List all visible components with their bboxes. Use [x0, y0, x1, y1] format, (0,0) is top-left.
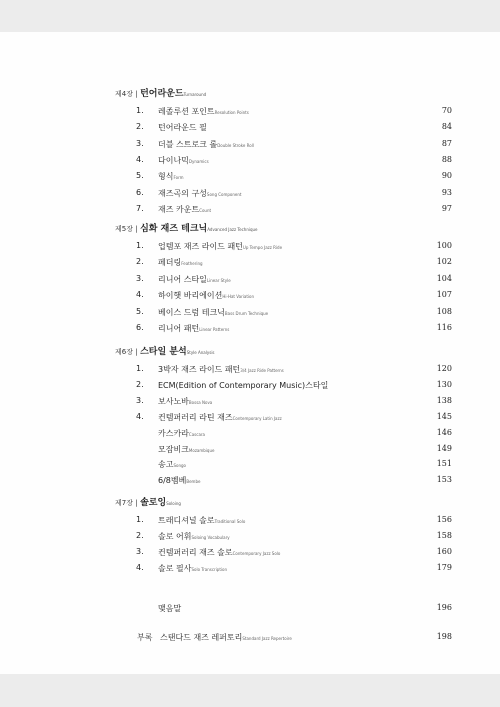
epilogue-title: 맺음말: [158, 604, 182, 613]
entry-title-en: Traditional Solo: [214, 519, 246, 524]
entry-title: [158, 323, 229, 334]
entry-title: [158, 364, 284, 375]
chapter-title-en: Turnaround: [183, 92, 207, 97]
entry-title-ko: 트래디셔널 솔로: [158, 516, 215, 525]
entry-page-number: 70: [441, 106, 452, 115]
toc-entry[interactable]: [0, 290, 500, 302]
entry-title-en: Bossa Nova: [188, 399, 213, 405]
entry-title: [158, 122, 207, 133]
entry-title: [158, 396, 212, 407]
entry-page-number: 138: [436, 395, 452, 405]
toc-entry[interactable]: [0, 241, 500, 253]
toc-entry[interactable]: [0, 188, 500, 200]
entry-title: [158, 412, 282, 423]
entry-title-en: Solo Transcription: [191, 567, 228, 572]
toc-entry[interactable]: [0, 323, 500, 335]
chapter-title: 심화 재즈 테크닉: [140, 224, 208, 234]
entry-number: 4.: [136, 290, 144, 300]
entry-title-en: Up Tempo Jazz Ride: [242, 245, 283, 250]
entry-page-number: 130: [436, 379, 452, 389]
entry-number: 2.: [136, 257, 144, 267]
chapter-title-en: Style Analysis: [186, 350, 215, 355]
entry-title-ko: 카스카라: [158, 428, 189, 438]
entry-title-en: Contemporary Jazz Solo: [232, 551, 281, 556]
chapter-title: 스타일 분석: [140, 347, 187, 357]
appendix-page: 198: [436, 632, 452, 641]
entry-title-ko: 솔로 필사: [158, 564, 192, 573]
entry-page-number: 108: [436, 306, 452, 316]
chapter-number: 제6장 |: [115, 348, 138, 356]
entry-number: 6.: [136, 187, 144, 197]
toc-entry[interactable]: [0, 122, 500, 134]
entry-number: 3.: [136, 395, 144, 405]
entry-title-en: Linear Style: [206, 277, 231, 283]
toc-entry[interactable]: [0, 106, 500, 118]
entry-number: 4.: [136, 563, 144, 572]
entry-page-number: 156: [436, 515, 452, 524]
entry-page-number: 90: [441, 171, 452, 181]
chapter-number: 제7장 |: [115, 499, 138, 507]
entry-title-en: Cascara: [188, 431, 205, 437]
entry-title-ko: 6/8벰베: [158, 476, 187, 486]
entry-number: 7.: [136, 203, 144, 213]
entry-title-en: Double Stroke Roll: [217, 142, 254, 148]
entry-page-number: 160: [436, 547, 452, 556]
entry-title: [158, 475, 200, 486]
entry-title-ko: 턴어라운드 필: [158, 123, 207, 133]
entry-page-number: 146: [436, 427, 452, 437]
entry-number: 1.: [136, 106, 144, 115]
chapter-title: 턴어라운드: [140, 89, 184, 99]
toc-entry[interactable]: [0, 380, 500, 392]
entry-title-ko: 업템포 재즈 라이드 패턴: [158, 242, 243, 251]
entry-title-ko: ECM(Edition of Contemporary Music)스타일: [158, 380, 329, 390]
entry-title-en: Form: [173, 175, 184, 181]
chapter-title: 솔로잉: [140, 498, 167, 508]
entry-title: [158, 290, 254, 301]
toc-entry[interactable]: [0, 364, 500, 376]
chapter-title-en: Advanced Jazz Technique: [207, 227, 258, 232]
toc-entry[interactable]: [0, 396, 500, 408]
entry-title-en: Count: [199, 207, 212, 213]
entry-title-ko: 리니어 패턴: [158, 324, 200, 333]
chapter-heading: [115, 495, 181, 508]
chapter-heading: [115, 86, 206, 99]
toc-entry[interactable]: [0, 444, 500, 456]
epilogue-page: 196: [436, 603, 452, 612]
appendix-title: [160, 632, 292, 643]
entry-title-en: Hi-Hat Variation: [222, 294, 254, 300]
entry-title-ko: 컨템퍼러리 라틴 재즈: [158, 412, 233, 422]
toc-entry[interactable]: [0, 428, 500, 440]
entry-title-en: Bass Drum Technique: [224, 310, 269, 316]
entry-page-number: 100: [436, 241, 452, 250]
entry-page-number: 87: [441, 138, 452, 148]
chapter-number: 제4장 |: [115, 90, 138, 98]
entry-title-en: Dynamics: [188, 158, 209, 164]
entry-title: [158, 204, 211, 215]
entry-page-number: 116: [436, 323, 452, 332]
entry-title-ko: 베이스 드럼 테크닉: [158, 307, 225, 317]
entry-title-en: Mozambique: [188, 447, 215, 453]
entry-title-ko: 송고: [158, 460, 174, 470]
entry-title-ko: 솔로 어휘: [158, 532, 192, 541]
entry-title-en: Song Component: [206, 191, 242, 197]
entry-page-number: 158: [436, 531, 452, 540]
entry-page-number: 151: [436, 459, 452, 469]
entry-page-number: 84: [441, 122, 452, 132]
entry-title: [158, 531, 230, 542]
entry-number: 2.: [136, 531, 144, 540]
toc-entry[interactable]: [0, 274, 500, 286]
entry-number: 2.: [136, 379, 144, 389]
entry-title-en: Soloing Vocabulary: [191, 535, 230, 540]
entry-page-number: 149: [436, 443, 452, 453]
entry-title-en: Linear Patterns: [199, 327, 230, 332]
entry-title: [158, 428, 205, 439]
entry-number: 4.: [136, 154, 144, 164]
toc-entry[interactable]: [0, 307, 500, 319]
entry-title-ko: 다이나믹: [158, 155, 189, 165]
entry-title-ko: 보사노바: [158, 396, 189, 406]
entry-title-ko: 재즈곡의 구성: [158, 188, 207, 198]
toc-entry[interactable]: [0, 139, 500, 151]
entry-number: 3.: [136, 273, 144, 283]
entry-title: [158, 139, 254, 150]
entry-title-ko: 재즈 카운트: [158, 204, 200, 214]
entry-page-number: 97: [441, 203, 452, 213]
entry-page-number: 88: [441, 154, 452, 164]
entry-title: [158, 547, 280, 558]
entry-number: 3.: [136, 547, 144, 556]
entry-number: 2.: [136, 122, 144, 132]
entry-title-en: Songo: [173, 463, 186, 469]
toc-entry[interactable]: [0, 155, 500, 167]
entry-title: [158, 459, 186, 470]
entry-number: 1.: [136, 364, 144, 373]
entry-page-number: 93: [441, 187, 452, 197]
appendix-title-ko: 스탠다드 재즈 레퍼토리: [160, 633, 243, 642]
entry-title-en: 3/4 Jazz Ride Patterns: [240, 368, 284, 373]
appendix-title-en: Standard Jazz Repertoire: [242, 636, 292, 641]
toc-entry[interactable]: [0, 257, 500, 269]
entry-title: [158, 155, 209, 166]
entry-title: [158, 380, 328, 391]
toc-entry[interactable]: [0, 531, 500, 543]
entry-title: [158, 188, 241, 199]
entry-title-ko: 리니어 스타일: [158, 274, 207, 284]
entry-number: 5.: [136, 306, 144, 316]
entry-page-number: 153: [436, 475, 452, 485]
entry-number: 6.: [136, 323, 144, 332]
entry-title: [158, 444, 214, 455]
entry-title: [158, 515, 245, 526]
chapter-heading: [115, 221, 258, 234]
chapter-title-en: Soloing: [166, 501, 181, 506]
entry-title: [158, 106, 249, 117]
entry-page-number: 107: [436, 290, 452, 300]
entry-title-ko: 하이햇 바리에이션: [158, 291, 223, 301]
entry-page-number: 102: [436, 257, 452, 267]
entry-number: 1.: [136, 515, 144, 524]
entry-title: [158, 563, 227, 574]
toc-entry[interactable]: [0, 515, 500, 527]
entry-title: [158, 257, 203, 268]
toc-entry[interactable]: [0, 412, 500, 424]
entry-number: 4.: [136, 411, 144, 421]
entry-page-number: 120: [436, 364, 452, 373]
toc-entry[interactable]: [0, 459, 500, 471]
chapter-heading: [115, 344, 215, 357]
entry-title: [158, 307, 268, 318]
entry-title-en: Contemporary Latin Jazz: [232, 415, 282, 421]
entry-number: 3.: [136, 138, 144, 148]
chapter-number: 제5장 |: [115, 225, 138, 233]
entry-number: 5.: [136, 171, 144, 181]
entry-title: [158, 241, 282, 252]
toc-entry[interactable]: [0, 171, 500, 183]
entry-title-ko: 모잠비크: [158, 444, 189, 454]
appendix-label: 부록: [137, 633, 153, 642]
entry-page-number: 145: [436, 411, 452, 421]
entry-title: [158, 274, 231, 285]
entry-title-en: Bembe: [186, 479, 201, 485]
toc-entry[interactable]: [0, 204, 500, 216]
entry-title-ko: 페더링: [158, 258, 182, 268]
entry-page-number: 179: [436, 563, 452, 572]
entry-title-en: Feathering: [181, 261, 203, 267]
entry-title-ko: 컨템퍼러리 재즈 솔로: [158, 548, 233, 557]
entry-title-ko: 레졸루션 포인트: [158, 107, 215, 116]
entry-title-en: Resolution Points: [214, 110, 249, 115]
entry-page-number: 104: [436, 273, 452, 283]
toc-entry[interactable]: [0, 563, 500, 575]
entry-title-ko: 형식: [158, 172, 174, 182]
entry-title: [158, 171, 184, 182]
toc-entry[interactable]: [0, 547, 500, 559]
toc-entry[interactable]: [0, 475, 500, 487]
entry-title-ko: 더블 스트로크 롤: [158, 139, 218, 149]
entry-title-ko: 3박자 재즈 라이드 패턴: [158, 365, 241, 374]
entry-number: 1.: [136, 241, 144, 250]
